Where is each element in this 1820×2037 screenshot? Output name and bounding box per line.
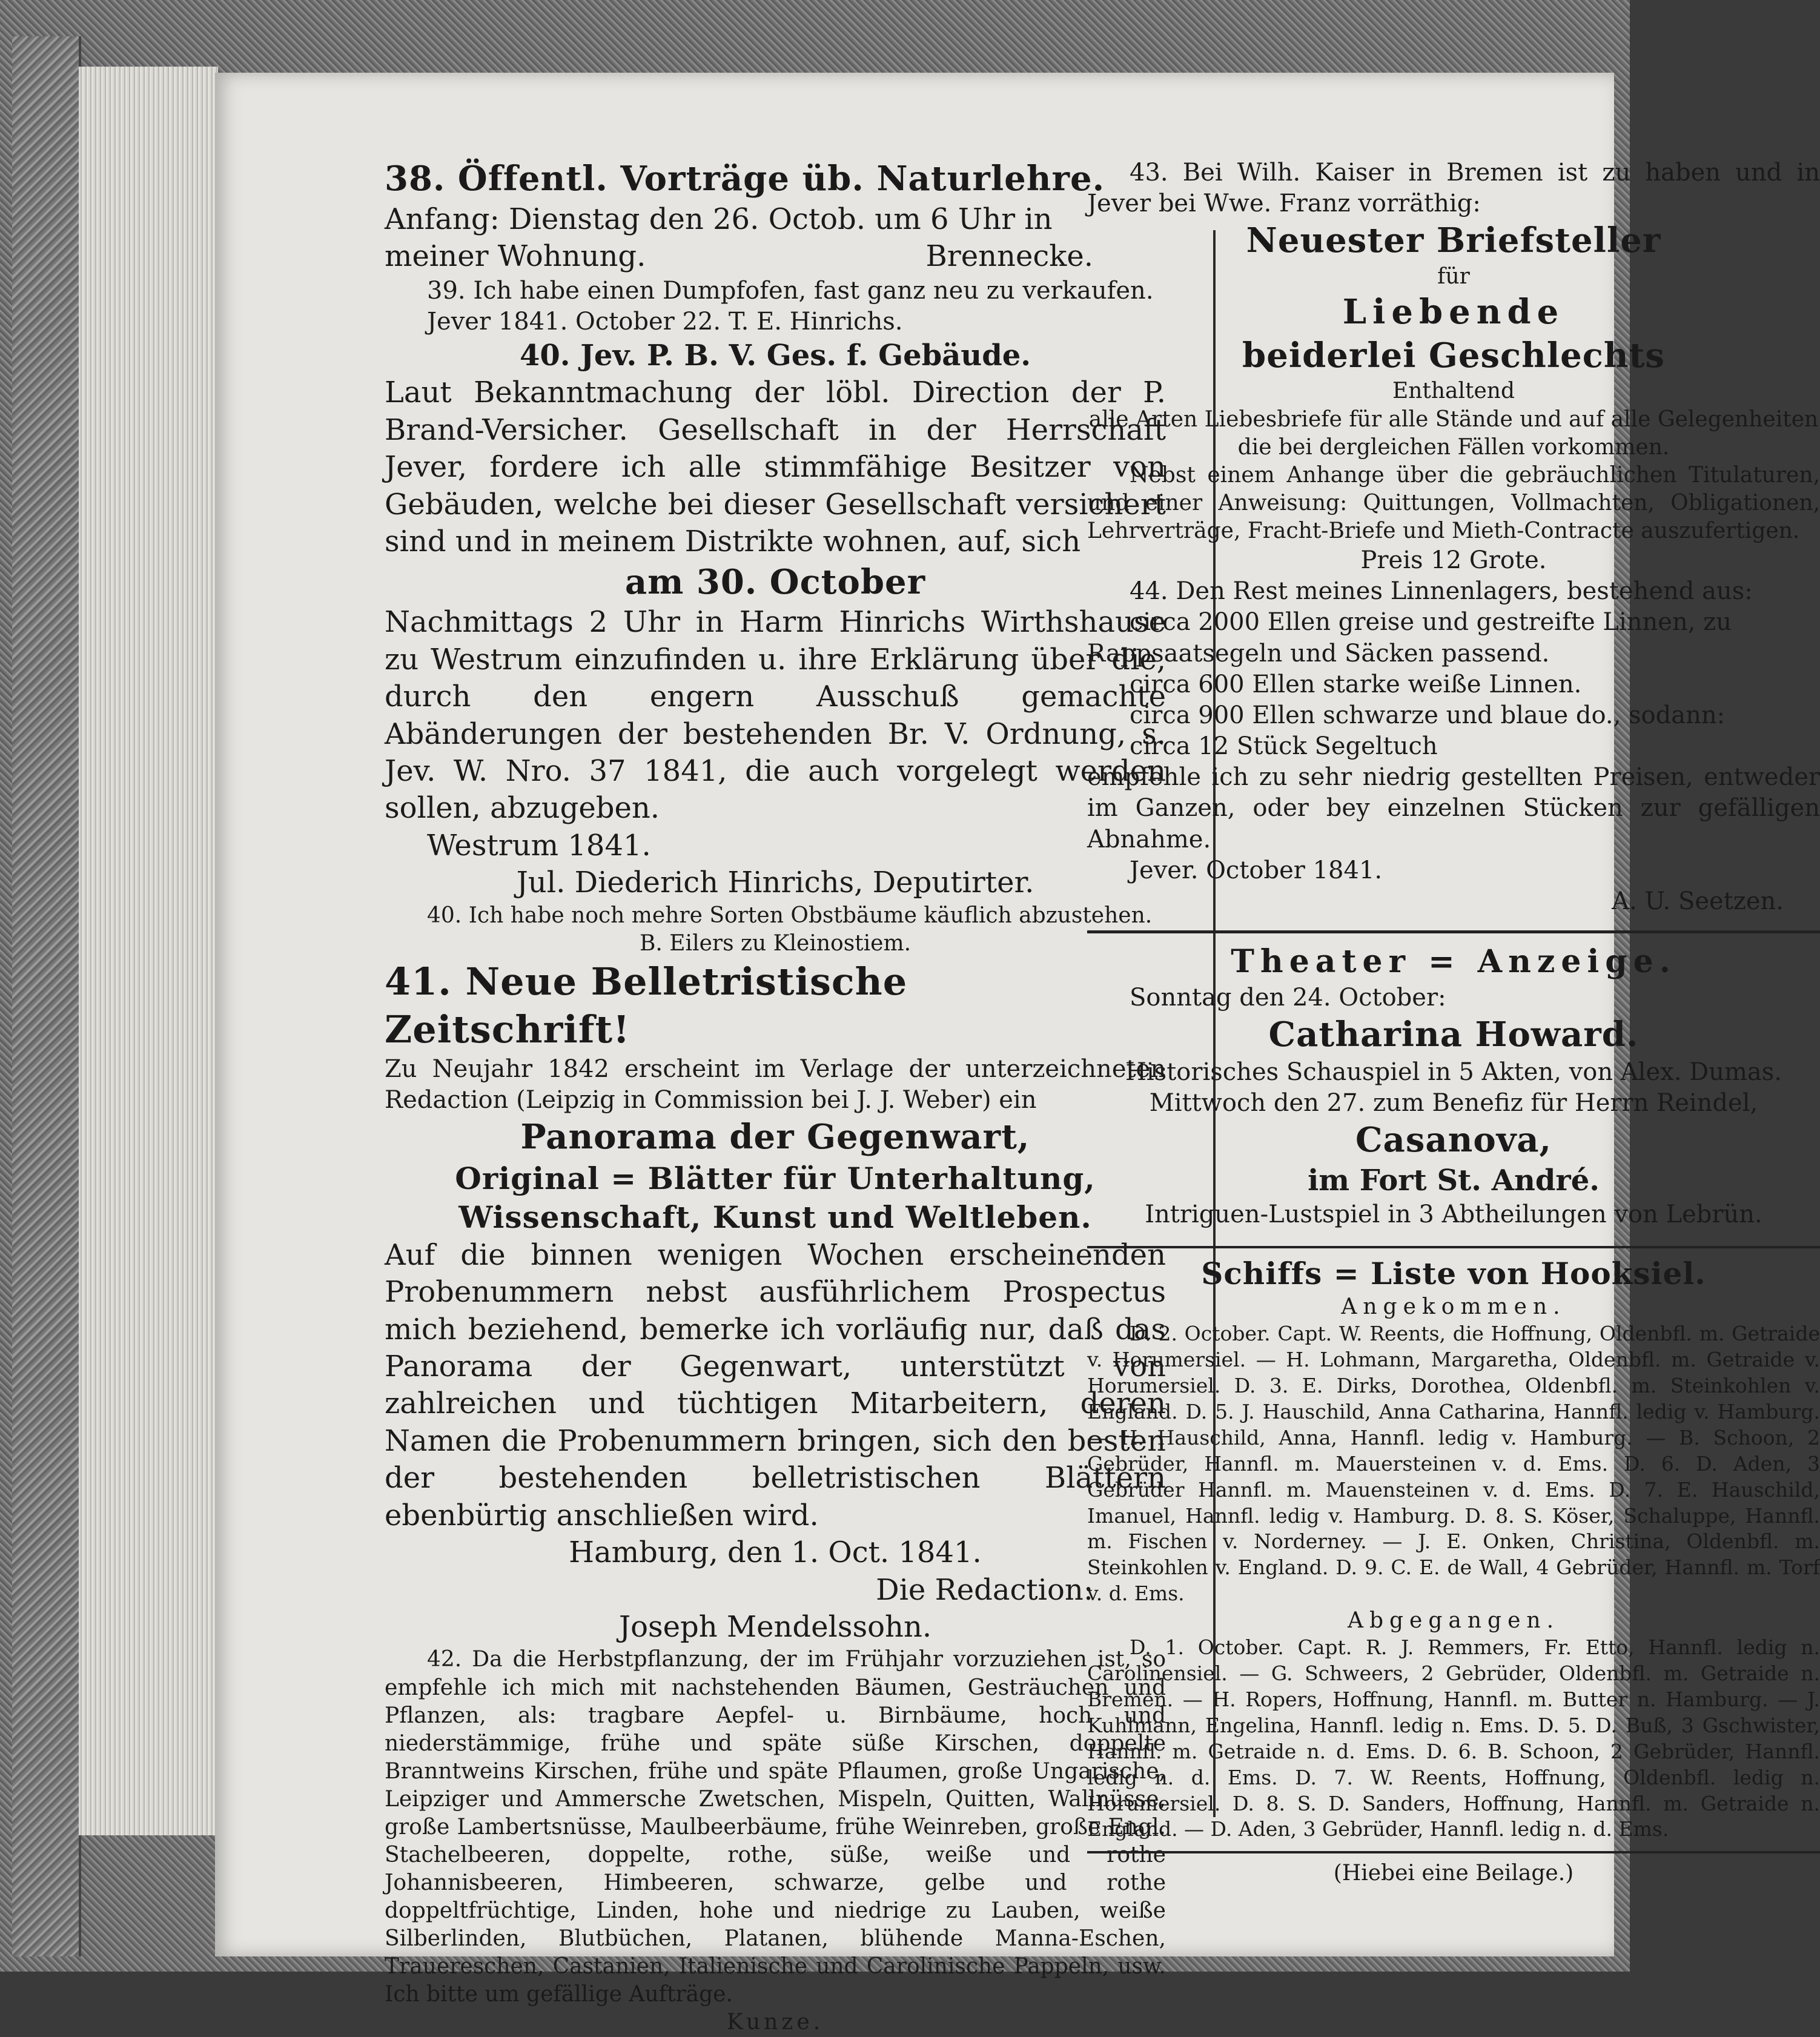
item44-l4: circa 12 Stück Segeltuch: [1130, 732, 1438, 761]
left-column: [385, 157, 1166, 2037]
item43-title3: Liebende: [1342, 292, 1565, 333]
theater-desc1: Historisches Schauspiel in 5 Akten, von Alex. Dumas.: [1125, 1058, 1782, 1086]
item43-title1: Neuester Briefsteller: [1246, 220, 1661, 261]
item40-place: Westrum 1841.: [427, 828, 651, 863]
item44-l3: circa 900 Ellen schwarze und blaue do., sodann:: [1130, 701, 1726, 729]
item40-title: 40. Jev. P. B. V. Ges. f. Gebäude.: [519, 338, 1031, 373]
item40-date: am 30. October: [624, 561, 926, 602]
supplement-note: (Hiebei eine Beilage.): [1333, 1861, 1574, 1886]
section-rule: [1087, 930, 1820, 933]
item40-sign: Jul. Diederich Hinrichs, Deputirter.: [516, 866, 1034, 900]
item40b-sign: B. Eilers zu Kleinostiem.: [639, 930, 912, 956]
ships-title: Schiffs = Liste von Hooksiel.: [1201, 1256, 1706, 1292]
item41-head2: Original = Blätter für Unterhaltung,: [455, 1160, 1096, 1196]
ships-arrived-list: D. 2. October. Capt. W. Reents, die Hoffnung, Oldenbfl. m. Getraide v. Horumersiel. — H. Lohmann, Margaretha, Oldenbfl. m. Getraide v. Horumersiel. D. 3. E. Dirks, Dorothea, Oldenbfl. m. Steinkohlen v. England. D. 5. J. Hauschild, Anna Catharina, Hannfl. ledig v. Hamburg. — H. Hauschild, Anna, Hannfl. ledig v. Hamburg. — B. Schoon, 2 Gebrüder, Hannfl. m. Mauersteinen v. d. Ems. D. 6. D. Aden, 3 Gebrüder Hannfl. m. Mauensteinen v. d. Ems. D. 7. E. Hauschild, Imanuel, Hannfl. ledig v. Hamburg. D. 8. S. Köser, Schaluppe, Hannfl. m. Fischen v. Norderney. — J. E. Onken, Christina, Oldenbfl. m. Steinkohlen v. England. D. 9. C. E. de Wall, 4 Gebrüder, Hannfl. m. Torf v. d. Ems.: [1087, 1322, 1820, 1606]
right-column: [1087, 157, 1820, 1887]
item41-sign1: Die Redaction:: [876, 1572, 1093, 1607]
theater-desc2: Intriguen-Lustspiel in 3 Abtheilungen von Lebrün.: [1145, 1201, 1762, 1229]
item39-text: 39. Ich habe einen Dumpfofen, fast ganz neu zu verkaufen.: [427, 276, 1154, 305]
item43-desc1: alle Arten Liebesbriefe für alle Stände und auf alle Gelegenheiten die bei dergleichen Fällen vorkommen.: [1088, 406, 1819, 460]
theater-date2: Mittwoch den 27. zum Benefiz für Herrn Reindel,: [1149, 1088, 1758, 1117]
section-rule-3: [1087, 1851, 1820, 1853]
item38-title: 38. Öffentl. Vorträge üb. Naturlehre.: [385, 159, 1105, 199]
ships-departed-heading: Abgegangen.: [1347, 1608, 1560, 1634]
item43-title2: für: [1437, 264, 1470, 290]
item44-l2: circa 600 Ellen starke weiße Linnen.: [1130, 670, 1582, 698]
item43-title4: beiderlei Geschlechts: [1242, 335, 1665, 376]
item44-place: Jever. October 1841.: [1130, 856, 1383, 884]
item40-text2: Nachmittags 2 Uhr in Harm Hinrichs Wirthshause zu Westrum einzufinden u. ihre Erklärung über die, durch den engern Ausschuß gemachte Abänderungen der bestehenden Br. V. Ordnung, s. Jev. W. Nro. 37 1841, die auch vorgelegt werden sollen, abzugeben.: [385, 605, 1166, 826]
item38-line2: [385, 238, 1166, 275]
theater-play2b: im Fort St. André.: [1308, 1163, 1600, 1197]
section-rule-2: [1087, 1246, 1820, 1248]
item44-l1: circa 2000 Ellen greise und gestreifte Linnen, zu Rappsaatsegeln und Säcken passend.: [1087, 608, 1732, 667]
item40b-text: 40. Ich habe noch mehre Sorten Obstbäume käuflich abzustehen.: [427, 903, 1153, 928]
item41-sign2: Joseph Mendelssohn.: [618, 1610, 932, 1645]
book-spine: [12, 36, 81, 1956]
theater-date1: Sonntag den 24. October:: [1130, 983, 1446, 1012]
theater-play1: Catharina Howard.: [1268, 1014, 1639, 1055]
page-edges: [79, 67, 218, 1835]
newspaper-page: [215, 73, 1820, 2035]
item38-sign: Brennecke.: [925, 239, 1093, 274]
ships-arrived-heading: Angekommen.: [1341, 1294, 1566, 1320]
item42-text: 42. Da die Herbstpflanzung, der im Frühjahr vorzuziehen ist, so empfehle ich mich mit nachstehenden Bäumen, Gesträuchen und Pflanzen, als: tragbare Aepfel- u. Birnbäume, hoch und niederstämmige, frühe und späte süße Kirschen, doppelte Branntweins Kirschen, frühe und späte Pflaumen, große Ungarische, Leipziger und Ammersche Zwetschen, Mispeln, Quitten, Wallnüsse, große Lambertsnüsse, Maulbeerbäume, frühe Weinreben, große Engl. Stachelbeeren, doppelte, rothe, süße, weiße und rothe Johannisbeeren, Himbeeren, schwarze, gelbe und rothe doppeltfrüchtige, Linden, hohe und niedrige zu Lauben, weiße Silberlinden, Blutbüchen, Platanen, blühende Manna-Eschen, Trauereschen, Castanien, Italienische und Carolinische Pappeln, usw. Ich bitte um gefällige Aufträge.: [385, 1647, 1166, 2007]
item43-price: Preis 12 Grote.: [1360, 546, 1547, 574]
theater-title: Theater = Anzeige.: [1231, 943, 1676, 981]
item43-text: 43. Bei Wilh. Kaiser in Bremen ist zu haben und in Jever bei Wwe. Franz vorräthig:: [1087, 159, 1820, 218]
item44-text2: empfehle ich zu sehr niedrig gestellten Preisen, entweder im Ganzen, oder bey einzelnen Stücken zur gefälligen Abnahme.: [1087, 763, 1820, 853]
theater-play2: Casanova,: [1355, 1119, 1552, 1160]
item41-text: Auf die binnen wenigen Wochen erscheinenden Probenummern nebst ausführlichem Prospectus mich beziehend, bemerke ich vorläufig nur, daß das Panorama der Gegenwart, unterstützt von zahlreichen und tüchtigen Mitarbeitern, deren Namen die Probenummern bringen, sich den besten der bestehenden belletristischen Blättern ebenbürtig anschließen wird.: [385, 1237, 1166, 1532]
item38-line1: Anfang: Dienstag den 26. Octob. um 6 Uhr in: [385, 202, 1053, 236]
item41-head1: Panorama der Gegenwart,: [520, 1116, 1030, 1157]
item43-desc2: Nebst einem Anhange über die gebräuchlichen Titulaturen, und einer Anweisung: Quittungen, Vollmachten, Obligationen, Lehrverträge, Fracht-Briefe und Mieth-Contracte auszufertigen.: [1087, 462, 1820, 543]
item44-sign: A. U. Seetzen.: [1612, 887, 1784, 915]
item42-sign: Kunze.: [726, 2010, 824, 2035]
item41-place: Hamburg, den 1. Oct. 1841.: [569, 1535, 982, 1570]
ships-departed-list: D. 1. October. Capt. R. J. Remmers, Fr. Etto, Hannfl. ledig n. Carolinensiel. — G. Schweers, 2 Gebrüder, Oldenbfl. m. Getraide n. Bremen. — H. Ropers, Hoffnung, Hannfl. m. Butter n. Hamburg. — J. Kuhlmann, Engelina, Hannfl. ledig n. Ems. D. 5. D. Buß, 3 Gschwister, Hannfl. m. Getraide n. d. Ems. D. 6. B. Schoon, 2 Gebrüder, Hannfl. ledig n. d. Ems. D. 7. W. Reents, Hoffnung, Oldenbfl. ledig n. Horumersiel. D. 8. S. D. Sanders, Hoffnung, Hannfl. m. Getraide n. England. — D. Aden, 3 Gebrüder, Hannfl. ledig n. d. Ems.: [1087, 1635, 1820, 1841]
item38-line2-text: meiner Wohnung.: [385, 239, 646, 274]
item41-intro: Zu Neujahr 1842 erscheint im Verlage der unterzeichneten Redaction (Leipzig in Commission bei J. J. Weber) ein: [385, 1055, 1166, 1114]
item40-text: Laut Bekanntmachung der löbl. Direction der P. Brand-Versicher. Gesellschaft in der Herrschaft Jever, fordere ich alle stimmfähige Besitzer von Gebäuden, welche bei dieser Gesellschaft versichert sind und in meinem Distrikte wohnen, auf, sich: [385, 376, 1166, 559]
item44-text1: 44. Den Rest meines Linnenlagers, bestehend aus:: [1130, 577, 1753, 606]
item41-title: 41. Neue Belletristische Zeitschrift!: [385, 959, 908, 1052]
item41-head3: Wissenschaft, Kunst und Weltleben.: [458, 1199, 1092, 1235]
item39-sign: Jever 1841. October 22. T. E. Hinrichs.: [427, 307, 903, 336]
item43-sub: Enthaltend: [1392, 379, 1515, 404]
